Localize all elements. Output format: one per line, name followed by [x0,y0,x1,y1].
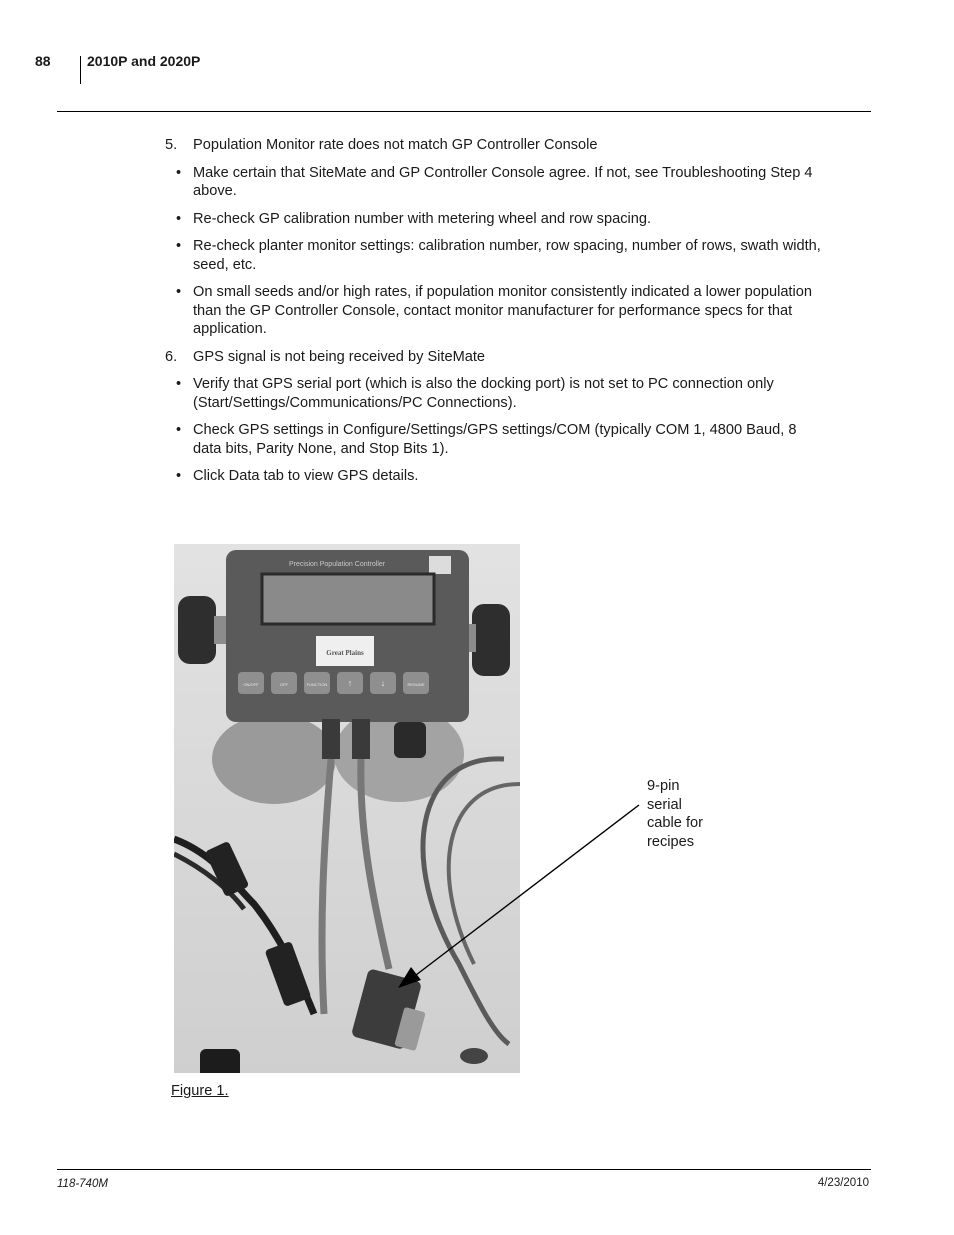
troubleshooting-content [165,136,825,495]
device-button-label: OFF [280,682,288,687]
bullet-text: Check GPS settings in Configure/Settings/GPS settings/COM (typically COM 1, 4800 Baud, 8 data bits, Parity None, and Stop Bits 1). [193,422,797,457]
page-number: 88 [35,53,51,69]
bullet-text: Re-check GP calibration number with metering wheel and row spacing. [193,210,652,227]
footer-rule [57,1169,871,1170]
bullet-icon: • [176,468,182,484]
figure-caption: Figure 1. [171,1083,229,1099]
list-item [165,375,825,412]
bullet-text: Click Data tab to view GPS details. [193,468,419,484]
bullet-icon: • [176,210,182,227]
device-header-label: Precision Population Controller [289,561,386,568]
device-button-label: FUNCTION [306,682,328,687]
step-number: 5. [165,137,178,153]
list-item [165,210,825,229]
header-title: 2010P and 2020P [87,53,201,69]
step-6 [165,348,825,367]
figure-callout: 9-pin serial cable for recipes [647,778,703,850]
step-5 [165,136,825,155]
bullet-text: Verify that GPS serial port (which is also the docking port) is not set to PC connection only (Start/Settings/Communications/PC Connections). [193,376,774,411]
device-logo-label: Great Plains [326,649,364,657]
device-button-label: ↑ [347,678,353,688]
header-rule [57,111,871,112]
step-text: GPS signal is not being received by SiteMate [193,348,486,365]
document-number: 118-740M [57,1178,108,1190]
step-text: Population Monitor rate does not match GP Controller Console [193,137,598,153]
device-button-label: ↓ [380,678,386,688]
device-button-label: ON/OFF [243,682,259,687]
bullet-text: Re-check planter monitor settings: calibration number, row spacing, number of rows, swath width, seed, etc. [193,238,821,273]
bullet-icon: • [176,422,182,438]
list-item [165,237,825,274]
list-item [165,421,825,458]
bullet-icon: • [176,164,182,181]
controller-photo [174,544,520,1073]
bullet-icon: • [176,284,182,300]
device-button-label: RESUME [407,682,425,687]
list-item [165,467,825,486]
document-date: 4/23/2010 [817,1177,869,1189]
bullet-text: On small seeds and/or high rates, if population monitor consistently indicated a lower population than the GP Controller Console, contact monitor manufacturer for performance specs for that application. [193,284,812,337]
list-item [165,283,825,339]
list-item [165,164,825,201]
bullet-text: Make certain that SiteMate and GP Controller Console agree. If not, see Troubleshooting Step 4 above. [193,164,813,199]
header-divider [80,56,81,84]
step-number: 6. [165,348,178,365]
bullet-icon: • [176,376,182,392]
bullet-icon: • [176,238,182,254]
